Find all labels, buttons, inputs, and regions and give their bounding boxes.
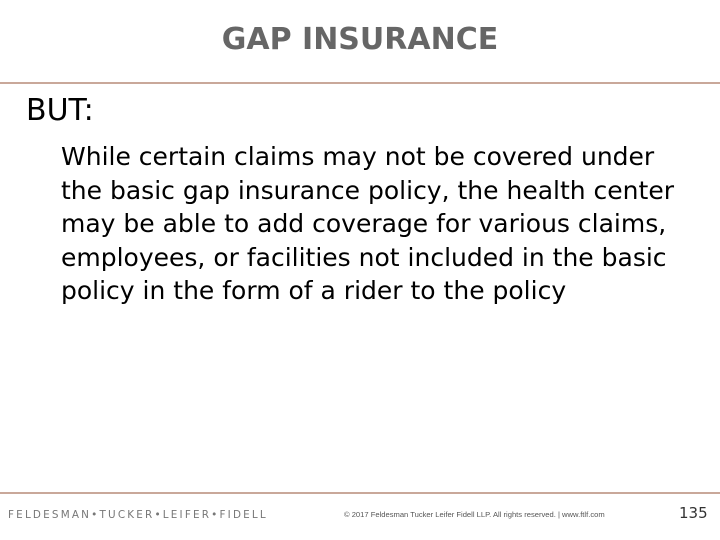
slide-title: GAP INSURANCE [221, 22, 499, 57]
body-paragraph: While certain claims may not be covered under the basic gap insurance policy, the health center may be able to add coverage for various claims, employees, or facilities not included in the basic policy in the form of a rider to the policy [61, 142, 674, 305]
title-divider [0, 82, 720, 84]
footer-logo: FELDESMAN•TUCKER•LEIFER•FIDELL [8, 509, 268, 521]
lead-text: BUT: [26, 93, 94, 128]
footer-copyright: © 2017 Feldesman Tucker Leifer Fidell LLP. All rights reserved. | www.ftlf.com [344, 510, 605, 519]
page-number: 135 [679, 504, 708, 522]
footer-divider [0, 492, 720, 494]
